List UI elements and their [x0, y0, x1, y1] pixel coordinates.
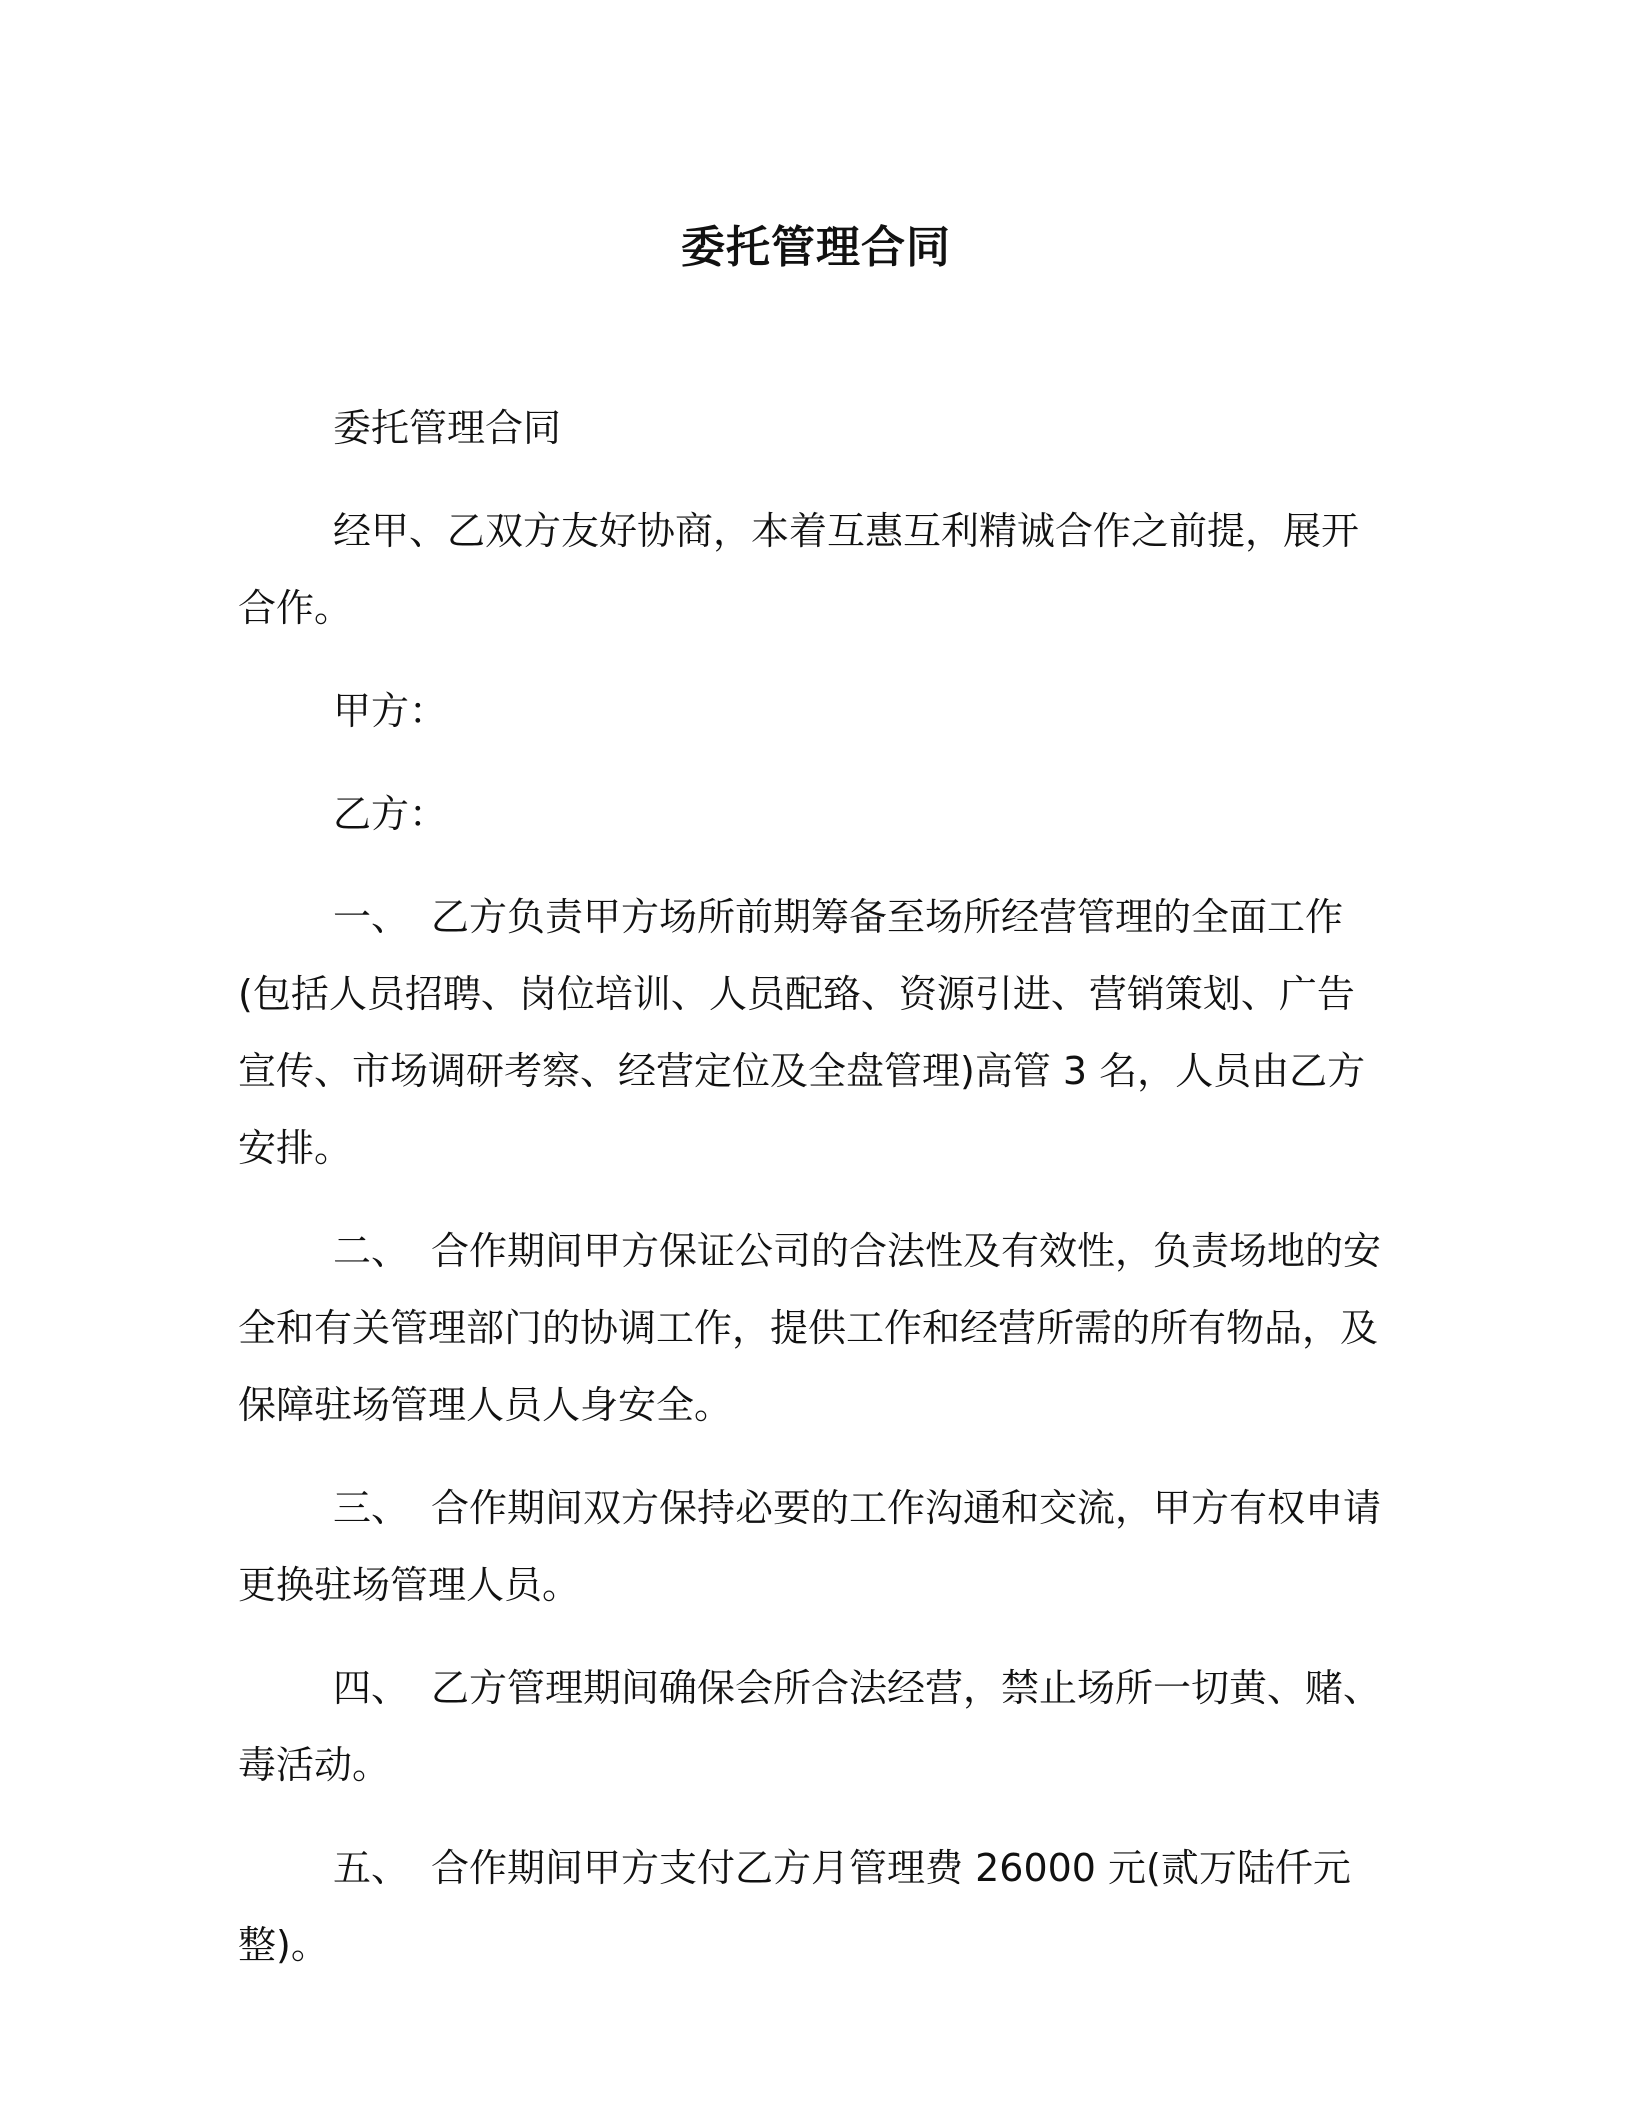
document-body [238, 390, 1388, 2010]
paragraph-text: 委托管理合同 [333, 406, 562, 450]
clause-number: 二、 [333, 1229, 410, 1273]
paragraph-text: 乙方： [333, 792, 448, 836]
clause-text: 合作期间甲方支付乙方月管理费 26000 元(贰万陆仟元整)。 [238, 1846, 1351, 1967]
paragraph-heading [238, 390, 1388, 467]
paragraph-party-a [238, 673, 1388, 750]
clause-4 [238, 1650, 1388, 1804]
clause-number: 四、 [333, 1666, 410, 1710]
clause-number: 三、 [333, 1486, 410, 1530]
clause-2 [238, 1213, 1388, 1444]
clause-number: 一、 [333, 895, 410, 939]
clause-number: 五、 [333, 1846, 410, 1890]
clause-text: 乙方负责甲方场所前期筹备至场所经营管理的全面工作(包括人员招聘、岗位培训、人员配臵、资源引进、营销策划、广告宣传、市场调研考察、经营定位及全盘管理)高管 3 名，人员由乙方安排。 [238, 895, 1366, 1170]
document-title: 委托管理合同 [681, 222, 951, 273]
clause-3 [238, 1470, 1388, 1624]
clause-text: 合作期间双方保持必要的工作沟通和交流，甲方有权申请更换驻场管理人员。 [238, 1486, 1382, 1607]
clause-text: 乙方管理期间确保会所合法经营，禁止场所一切黄、赌、毒活动。 [238, 1666, 1382, 1787]
paragraph-party-b [238, 776, 1388, 853]
paragraph-text: 甲方： [333, 689, 448, 733]
clause-1 [238, 879, 1388, 1187]
clause-text: 合作期间甲方保证公司的合法性及有效性，负责场地的安全和有关管理部门的协调工作，提供工作和经营所需的所有物品，及保障驻场管理人员人身安全。 [238, 1229, 1382, 1427]
paragraph-text: 经甲、乙双方友好协商，本着互惠互利精诚合作之前提，展开合作。 [238, 509, 1360, 630]
clause-5 [238, 1830, 1388, 1984]
paragraph-preamble [238, 493, 1388, 647]
